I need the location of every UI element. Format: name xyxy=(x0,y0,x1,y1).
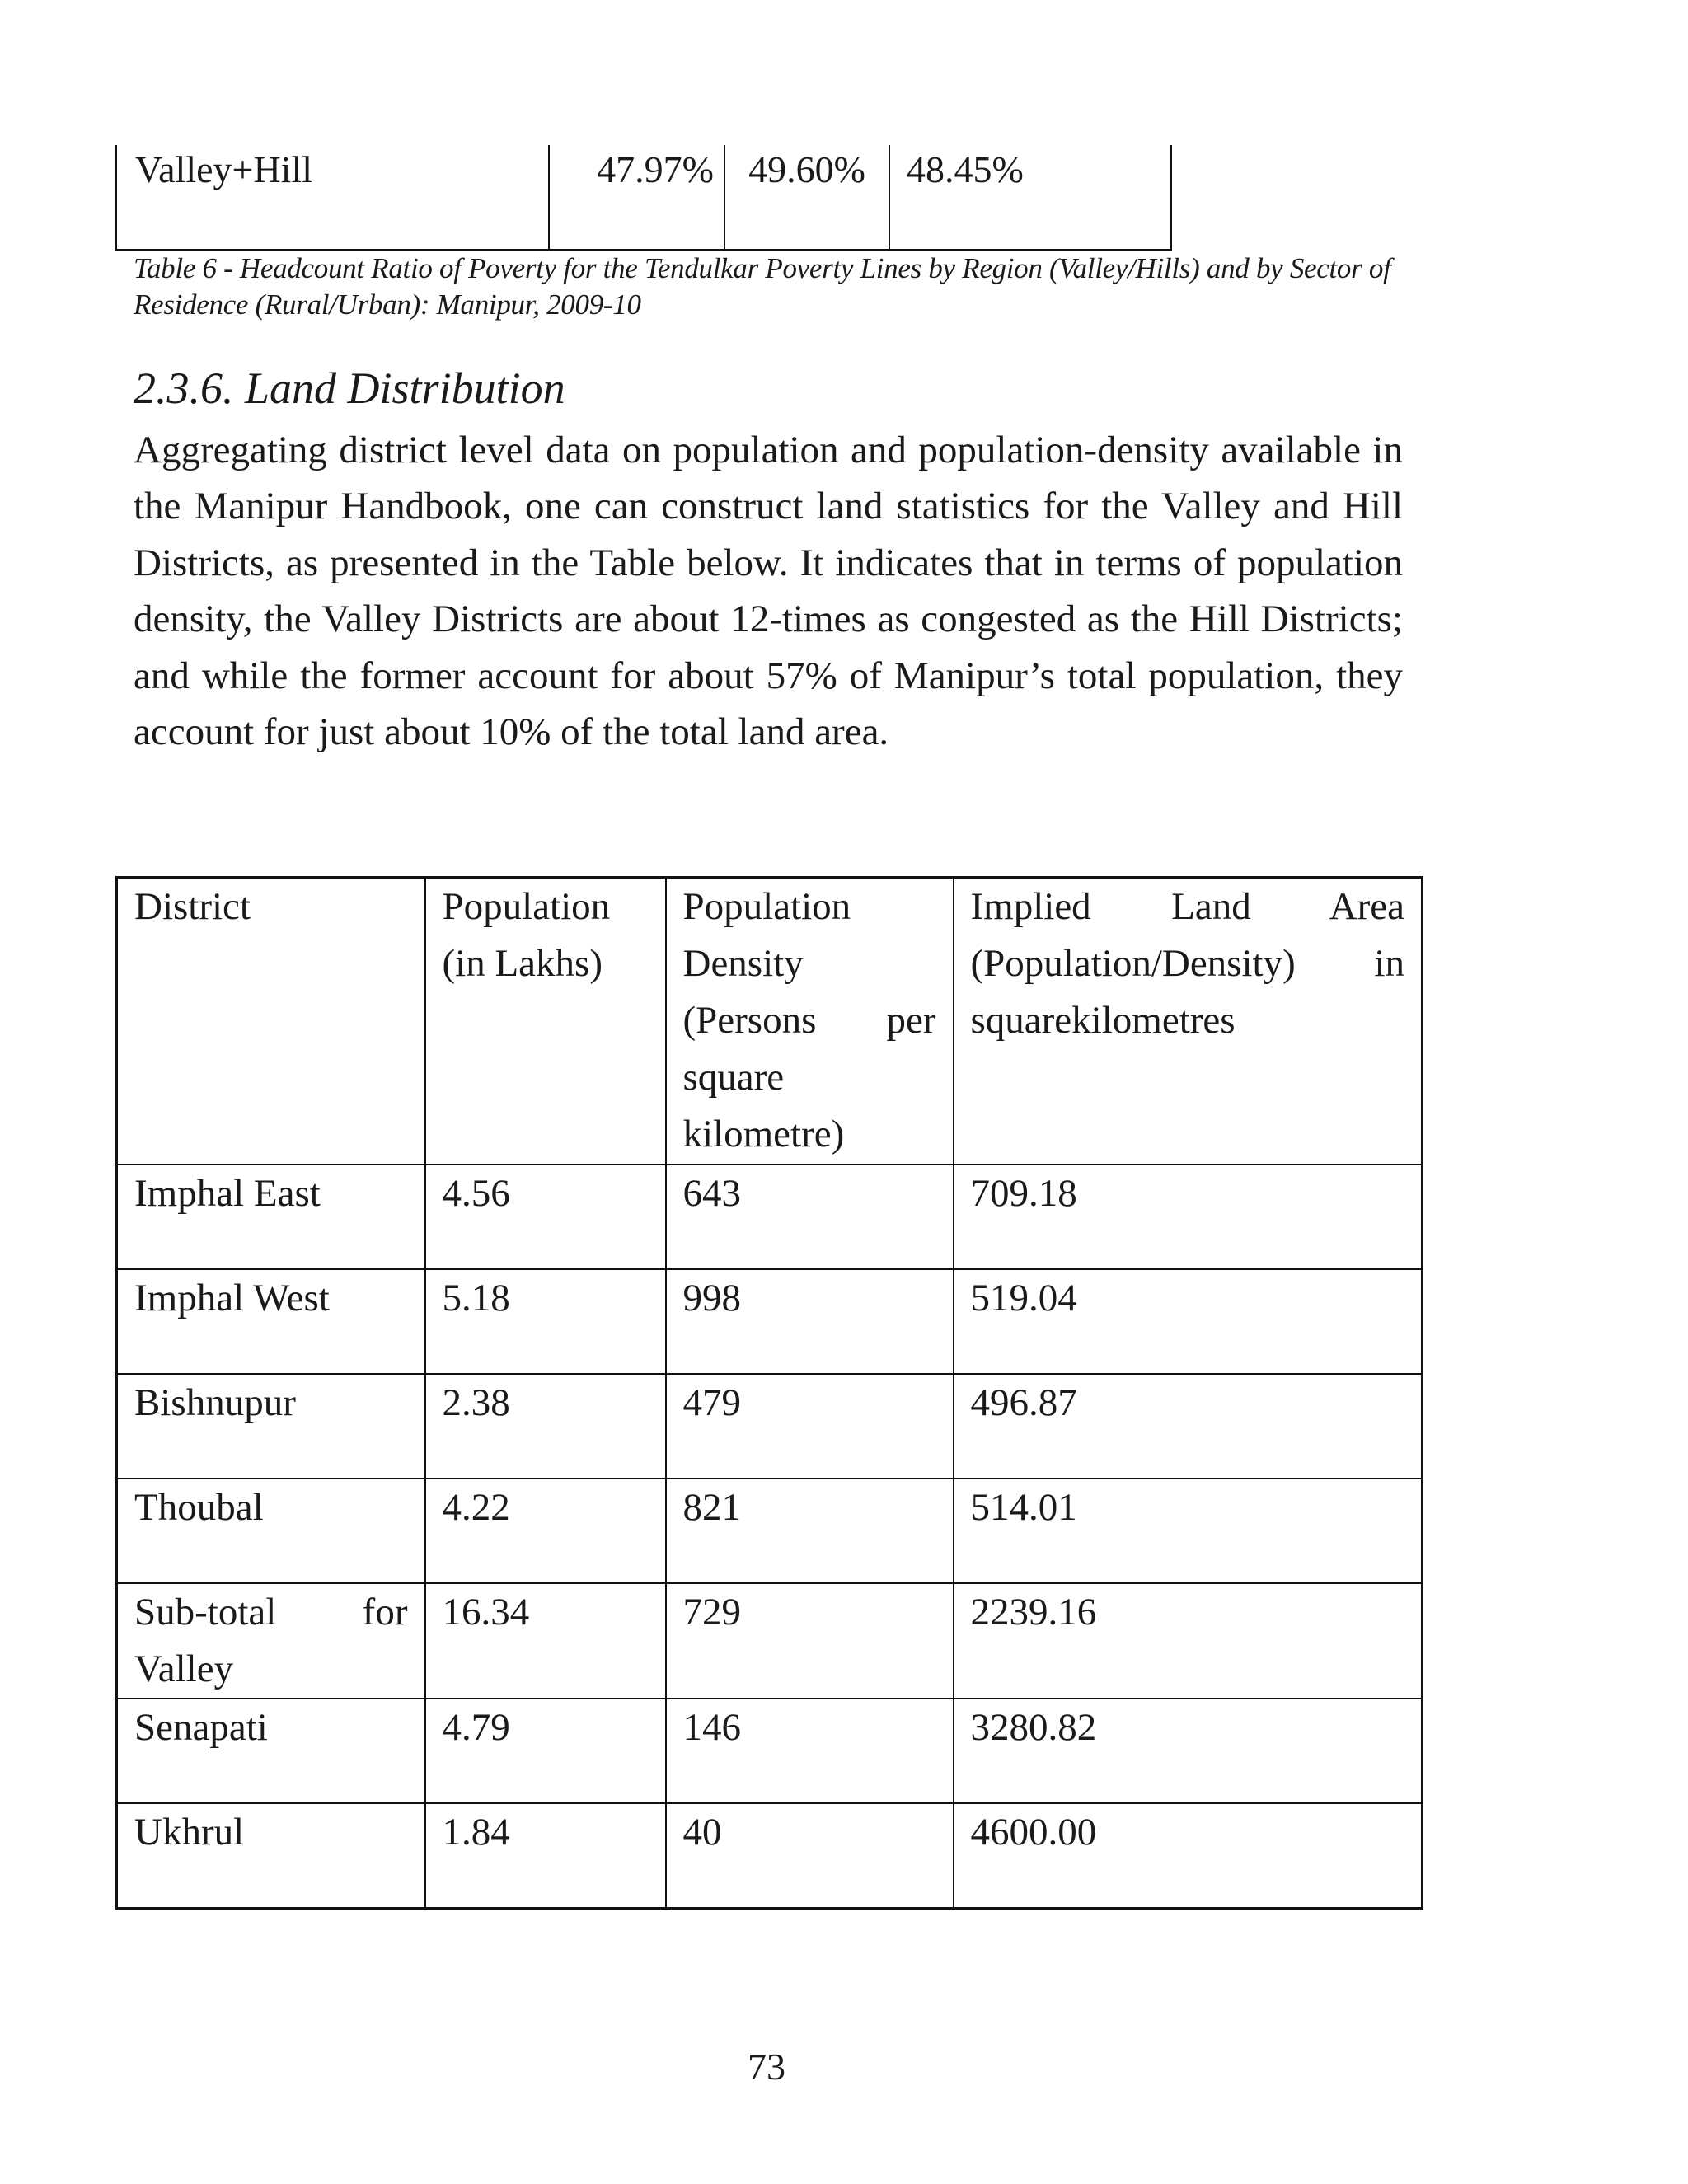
population-cell: 4.56 xyxy=(425,1165,666,1269)
district-cell: Bishnupur xyxy=(117,1374,425,1479)
district-cell: Imphal West xyxy=(117,1269,425,1374)
table-row xyxy=(117,1479,1423,1583)
density-cell: 998 xyxy=(666,1269,954,1374)
density-cell: 821 xyxy=(666,1479,954,1583)
district-cell: Imphal East xyxy=(117,1165,425,1269)
density-cell: 643 xyxy=(666,1165,954,1269)
population-cell: 16.34 xyxy=(425,1583,666,1699)
density-cell: 40 xyxy=(666,1803,954,1909)
population-cell: 1.84 xyxy=(425,1803,666,1909)
column-header: Implied Land Area (Population/Density) in squarekilometres xyxy=(954,878,1423,1165)
district-cell: Sub-total for Valley xyxy=(117,1583,425,1699)
column-header: Population Density (Persons per square kilometre) xyxy=(666,878,954,1165)
area-cell: 4600.00 xyxy=(954,1803,1423,1909)
density-cell: 729 xyxy=(666,1583,954,1699)
column-header: Population (in Lakhs) xyxy=(425,878,666,1165)
district-cell: Senapati xyxy=(117,1699,425,1803)
district-cell: Ukhrul xyxy=(117,1803,425,1909)
density-cell: 146 xyxy=(666,1699,954,1803)
table-row xyxy=(117,1374,1423,1479)
table-caption: Table 6 - Headcount Ratio of Poverty for the Tendulkar Poverty Lines by Region (Valley/Hills) and by Sector of Residence (Rural/Urban): Manipur, 2009-10 xyxy=(134,252,1391,321)
body-paragraph: Aggregating district level data on population and population-density available in the Manipur Handbook, one can construct land statistics for the Valley and Hill Districts, as presented in the Table below. It indicates that in terms of population density, the Valley Districts are about 12-times as congested as the Hill Districts; and while the former account for about 57% of Manipur’s total population, they account for just about 10% of the total land area. xyxy=(134,429,1403,754)
table-row xyxy=(117,1583,1423,1699)
population-cell: 2.38 xyxy=(425,1374,666,1479)
value-cell: 48.45% xyxy=(889,145,1171,250)
region-cell: Valley+Hill xyxy=(116,145,549,250)
area-cell: 2239.16 xyxy=(954,1583,1423,1699)
population-cell: 5.18 xyxy=(425,1269,666,1374)
population-cell: 4.22 xyxy=(425,1479,666,1583)
table-row xyxy=(117,1165,1423,1269)
page-number: 73 xyxy=(748,2046,785,2088)
density-cell: 479 xyxy=(666,1374,954,1479)
area-cell: 3280.82 xyxy=(954,1699,1423,1803)
table-row xyxy=(117,1269,1423,1374)
table-row xyxy=(116,145,1171,250)
table-row xyxy=(117,1699,1423,1803)
district-cell: Thoubal xyxy=(117,1479,425,1583)
table-row xyxy=(117,1803,1423,1909)
column-header: District xyxy=(117,878,425,1165)
land-distribution-table xyxy=(115,876,1423,1910)
section-heading: 2.3.6. Land Distribution xyxy=(134,363,565,413)
area-cell: 514.01 xyxy=(954,1479,1423,1583)
area-cell: 496.87 xyxy=(954,1374,1423,1479)
value-cell: 49.60% xyxy=(724,145,889,250)
population-cell: 4.79 xyxy=(425,1699,666,1803)
area-cell: 519.04 xyxy=(954,1269,1423,1374)
table-header-row xyxy=(117,878,1423,1165)
poverty-table-fragment xyxy=(115,145,1172,251)
value-cell: 47.97% xyxy=(549,145,724,250)
area-cell: 709.18 xyxy=(954,1165,1423,1269)
